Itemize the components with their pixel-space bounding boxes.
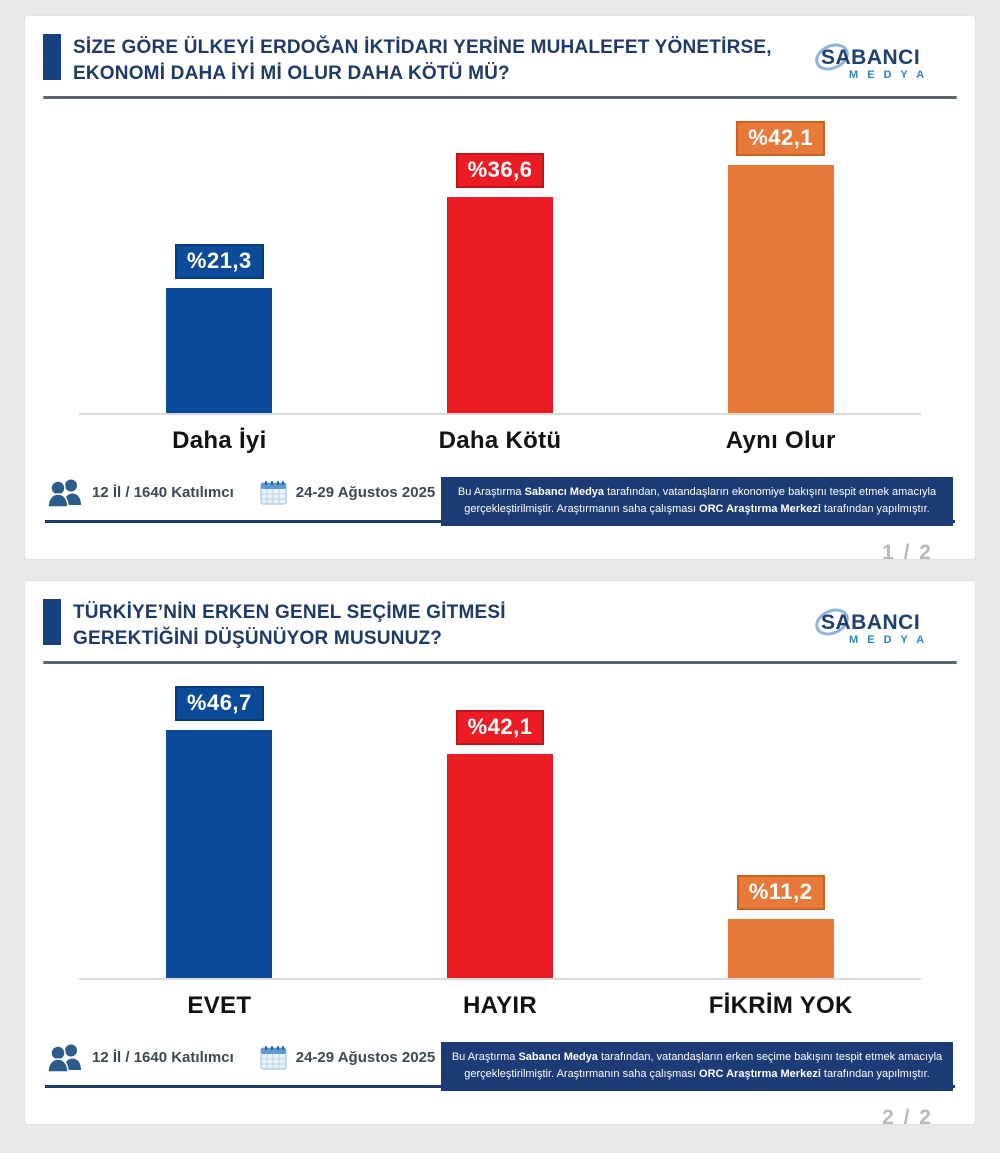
date-text: 24-29 Ağustos 2025 bbox=[295, 1048, 436, 1066]
title-accent-bar bbox=[43, 34, 61, 80]
methodology-note bbox=[441, 477, 953, 525]
date-text: 24-29 Ağustos 2025 bbox=[295, 483, 436, 501]
methodology-note bbox=[441, 1042, 953, 1090]
logo-sub-text: M E D Y A bbox=[849, 69, 928, 81]
participants-meta bbox=[47, 1042, 234, 1072]
bar-column bbox=[640, 875, 921, 978]
title-rest-text: GEREKTİĞİNİ DÜŞÜNÜYOR MUSUNUZ? bbox=[73, 628, 443, 650]
logo-main-text: SABANCI bbox=[821, 611, 921, 634]
bar-column bbox=[79, 244, 360, 413]
value-badge: %42,1 bbox=[456, 710, 545, 745]
title-line-1 bbox=[73, 600, 801, 626]
plot-area bbox=[79, 668, 921, 980]
sabanci-medya-logo bbox=[815, 36, 957, 87]
bar-chart-early-election bbox=[43, 668, 957, 1026]
participants-meta bbox=[47, 477, 234, 507]
poll-card-economy bbox=[24, 15, 976, 560]
bar bbox=[728, 165, 834, 413]
card-header bbox=[43, 34, 957, 87]
title-strong-text: EKONOMİ DAHA İYİ Mİ OLUR DAHA KÖTÜ MÜ? bbox=[73, 63, 510, 85]
value-badge: %42,1 bbox=[736, 121, 825, 156]
note-agency: ORC Araştırma Merkezi bbox=[699, 1068, 821, 1081]
title-strong-text: TÜRKİYE’NİN ERKEN GENEL SEÇİME bbox=[73, 602, 421, 623]
header-divider bbox=[43, 661, 957, 664]
people-icon bbox=[47, 477, 83, 507]
card-header bbox=[43, 599, 957, 652]
bar-column bbox=[360, 710, 641, 978]
category-label: Aynı Olur bbox=[725, 427, 836, 455]
bar-chart-economy bbox=[43, 103, 957, 461]
note-text: tarafından, vatandaşların erken seçime bakışını tespit etmek amacıyla gerçekleştirilmiştir. Araştırmanın saha çalışması bbox=[464, 1051, 943, 1081]
category-label: EVET bbox=[187, 992, 252, 1020]
category-label: Daha Kötü bbox=[438, 427, 562, 455]
question-title bbox=[73, 599, 801, 652]
title-line-1 bbox=[73, 35, 801, 61]
category-label: HAYIR bbox=[463, 992, 537, 1020]
date-meta bbox=[260, 480, 436, 505]
value-badge: %46,7 bbox=[175, 686, 264, 721]
bar bbox=[166, 288, 272, 413]
people-icon bbox=[47, 1042, 83, 1072]
value-badge: %21,3 bbox=[175, 244, 264, 279]
bar bbox=[447, 197, 553, 413]
poll-card-election bbox=[24, 580, 976, 1125]
page-number: 2 / 2 bbox=[882, 1106, 933, 1125]
logo-sub-text: M E D Y A bbox=[849, 634, 928, 646]
card-footer bbox=[45, 1036, 955, 1087]
header-divider bbox=[43, 96, 957, 99]
participants-text: 12 İl / 1640 Katılımcı bbox=[92, 483, 234, 501]
date-meta bbox=[260, 1045, 436, 1070]
bar bbox=[166, 730, 272, 978]
note-text: tarafından yapılmıştır. bbox=[820, 503, 930, 516]
note-text: Bu Araştırma bbox=[457, 486, 525, 499]
logo-main-text: SABANCI bbox=[821, 46, 921, 69]
bar bbox=[728, 919, 834, 978]
bar-column bbox=[360, 153, 641, 413]
title-rest-text: SİZE GÖRE ÜLKEYİ ERDOĞAN İKTİDARI YERİNE MUHALEFET YÖNETİRSE, bbox=[73, 37, 772, 58]
category-label: Daha İyi bbox=[172, 427, 267, 455]
note-text: tarafından yapılmıştır. bbox=[820, 1068, 930, 1081]
title-rest-text: GİTMESİ bbox=[420, 602, 506, 623]
bar-column bbox=[640, 121, 921, 413]
value-badge: %36,6 bbox=[456, 153, 545, 188]
plot-area bbox=[79, 103, 921, 415]
title-line-2 bbox=[73, 61, 801, 87]
note-text: tarafından, vatandaşların ekonomiye bakışını tespit etmek amacıyla gerçekleştirilmiştir. Araştırmanın saha çalışması bbox=[464, 486, 937, 516]
title-line-2 bbox=[73, 626, 801, 652]
page-number: 1 / 2 bbox=[882, 541, 933, 560]
bar-column bbox=[79, 686, 360, 978]
calendar-icon bbox=[260, 1045, 287, 1070]
note-brand: Sabancı Medya bbox=[524, 486, 605, 499]
participants-text: 12 İl / 1640 Katılımcı bbox=[92, 1048, 234, 1066]
title-accent-bar bbox=[43, 599, 61, 645]
sabanci-medya-logo bbox=[815, 601, 957, 652]
category-label: FİKRİM YOK bbox=[708, 992, 853, 1020]
calendar-icon bbox=[260, 480, 287, 505]
note-text: Bu Araştırma bbox=[451, 1051, 519, 1064]
category-row bbox=[79, 415, 921, 461]
question-title bbox=[73, 34, 801, 87]
bar bbox=[447, 754, 553, 978]
value-badge: %11,2 bbox=[737, 875, 825, 910]
note-brand: Sabancı Medya bbox=[518, 1051, 598, 1064]
note-agency: ORC Araştırma Merkezi bbox=[699, 503, 821, 516]
card-footer bbox=[45, 471, 955, 522]
category-row bbox=[79, 980, 921, 1026]
